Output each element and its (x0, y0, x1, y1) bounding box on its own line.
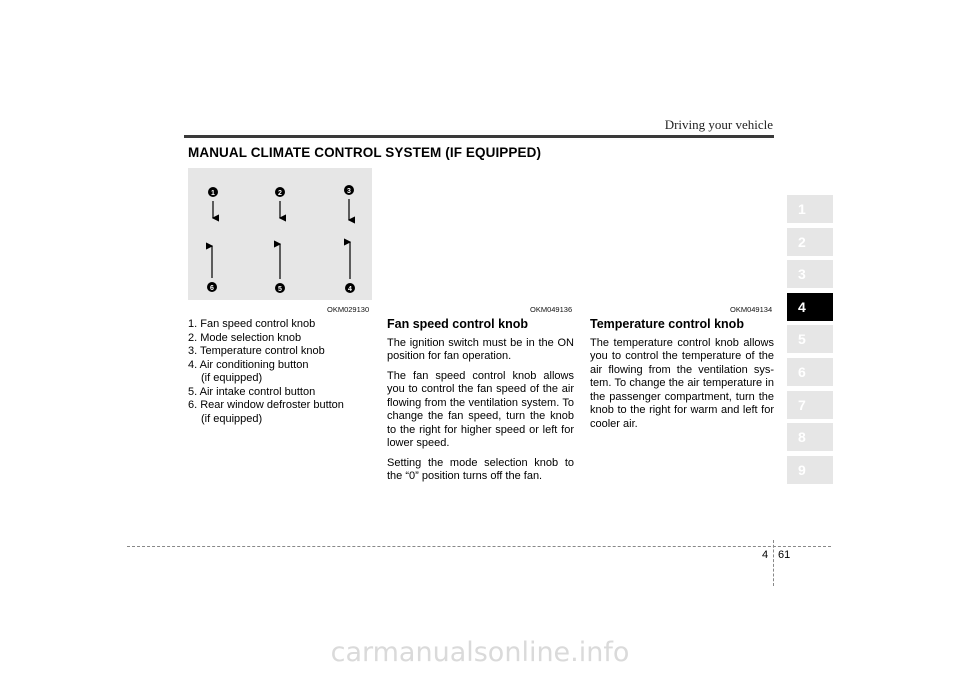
callout-2 (275, 187, 285, 218)
list-item-note: (if equipped) (201, 412, 263, 425)
chapter-tab-6[interactable]: 6 (787, 358, 833, 386)
fan-speed-section (387, 318, 574, 490)
climate-control-figure (188, 168, 372, 300)
temperature-heading: Temperature control knob (590, 317, 744, 331)
callout-6-label: 6 (210, 285, 214, 292)
callout-5-label: 5 (278, 286, 282, 293)
watermark: carmanualsonline.info (330, 637, 630, 668)
list-item: 3. Temperature control knob (188, 345, 325, 357)
component-list (188, 318, 378, 426)
chapter-tab-4[interactable]: 4 (787, 293, 833, 321)
chapter-tab-5[interactable]: 5 (787, 325, 833, 353)
callout-6 (207, 246, 217, 292)
list-item-note: (if equipped) (201, 372, 263, 384)
paragraph: The fan speed control knob allows you to control the fan speed of the air flowing from the ventilation system. To change the fan speed, turn the knob to the right for higher speed or left for lower speed. (387, 369, 574, 449)
callout-1 (208, 187, 218, 218)
footer-chapter: 4 (762, 549, 769, 561)
running-header: Driving your vehicle (664, 117, 773, 132)
list-item: 6. Rear window defroster button (188, 399, 344, 411)
callout-2-label: 2 (278, 190, 282, 197)
header-rule (184, 135, 774, 138)
paragraph: The temperature control knob allows you to control the temperature of the air flowing from the ventilation sys-tem. To change the air temperature in the passenger compartment, turn the knob to the right for warm and left for cooler air. (590, 336, 774, 430)
chapter-tab-1[interactable]: 1 (787, 195, 833, 223)
paragraph: The ignition switch must be in the ON position for fan operation. (387, 336, 574, 362)
callout-diagram (188, 168, 372, 300)
callout-3-label: 3 (347, 188, 351, 195)
callout-3 (344, 185, 354, 220)
page-number-divider (773, 540, 774, 586)
callout-4-label: 4 (348, 286, 352, 293)
figure-code-left: OKM029130 (327, 305, 370, 314)
temperature-section (590, 318, 774, 437)
list-item: 4. Air conditioning button (188, 358, 309, 371)
chapter-tab-8[interactable]: 8 (787, 423, 833, 451)
chapter-tab-3[interactable]: 3 (787, 260, 833, 288)
figure-code-middle: OKM049136 (530, 305, 573, 314)
figure-code-right: OKM049134 (730, 305, 773, 314)
list-item: 2. Mode selection knob (188, 331, 302, 344)
callout-4 (345, 242, 355, 293)
list-item: 5. Air intake control button (188, 385, 316, 398)
fan-speed-heading: Fan speed control knob (387, 317, 528, 331)
chapter-tab-2[interactable]: 2 (787, 228, 833, 256)
chapter-tabs (787, 195, 833, 488)
footer-rule (127, 546, 831, 547)
section-title: MANUAL CLIMATE CONTROL SYSTEM (IF EQUIPPED) (188, 145, 542, 160)
list-item: 1. Fan speed control knob (188, 318, 316, 330)
callout-5 (275, 244, 285, 293)
footer-page-number: 61 (778, 549, 791, 561)
chapter-tab-7[interactable]: 7 (787, 391, 833, 419)
callout-1-label: 1 (211, 190, 215, 197)
paragraph: Setting the mode selection knob to the “0” position turns off the fan. (387, 456, 574, 482)
chapter-tab-9[interactable]: 9 (787, 456, 833, 484)
